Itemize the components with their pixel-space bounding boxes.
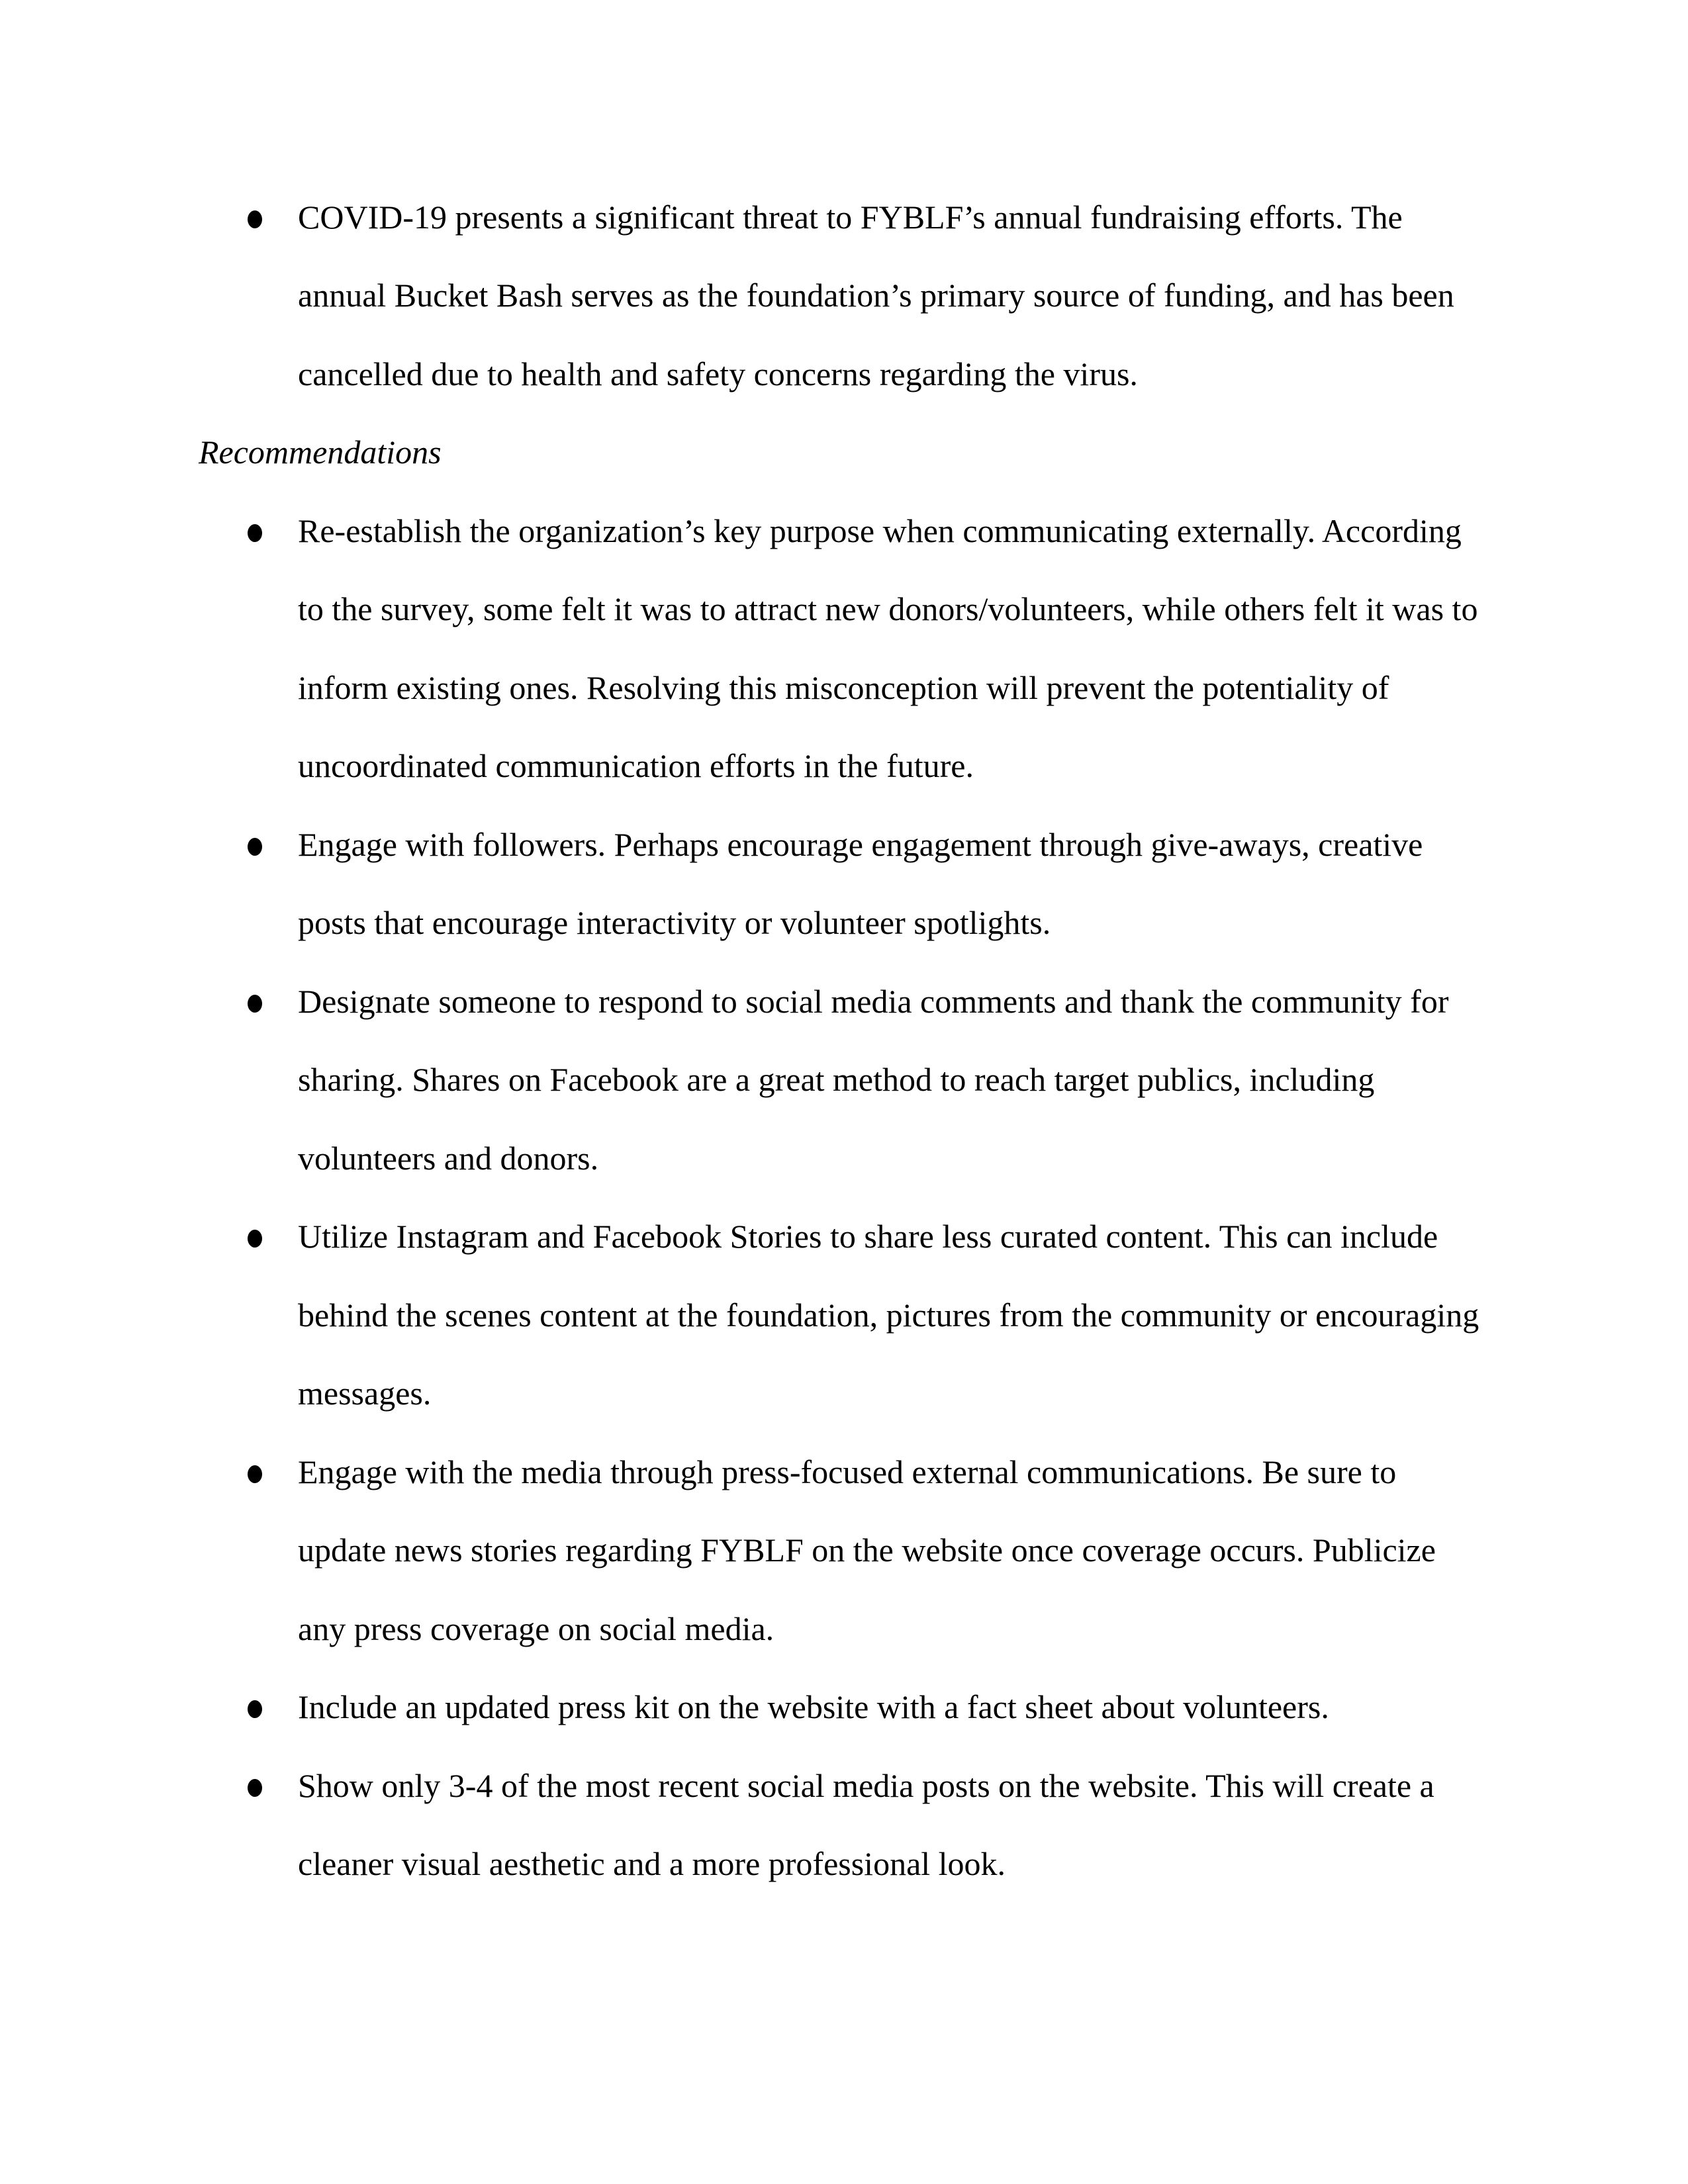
text-line: Engage with followers. Perhaps encourage engagement through give-aways, creative — [298, 826, 1423, 863]
text-line: update news stories regarding FYBLF on the website once coverage occurs. Publicize — [298, 1531, 1436, 1569]
text-line: volunteers and donors. — [298, 1140, 599, 1177]
text-line: behind the scenes content at the foundation, pictures from the community or encouraging — [298, 1297, 1479, 1334]
text-line: Include an updated press kit on the website with a fact sheet about volunteers. — [298, 1688, 1329, 1725]
text-line: Engage with the media through press-focused external communications. Be sure to — [298, 1453, 1397, 1490]
bullet-icon — [248, 210, 262, 228]
text-line: annual Bucket Bash serves as the foundation’s primary source of funding, and has been — [298, 277, 1454, 314]
text-line: cleaner visual aesthetic and a more professional look. — [298, 1845, 1006, 1882]
text-line: sharing. Shares on Facebook are a great method to reach target publics, including — [298, 1061, 1375, 1098]
text-line: posts that encourage interactivity or volunteer spotlights. — [298, 904, 1051, 941]
section-heading: Recommendations — [199, 433, 442, 471]
bullet-icon — [248, 838, 262, 856]
text-line: Designate someone to respond to social media comments and thank the community for — [298, 983, 1449, 1020]
bullet-icon — [248, 1465, 262, 1483]
text-line: Utilize Instagram and Facebook Stories to share less curated content. This can include — [298, 1218, 1438, 1255]
text-line: uncoordinated communication efforts in the future. — [298, 747, 974, 784]
text-line: COVID-19 presents a significant threat to FYBLF’s annual fundraising efforts. The — [298, 199, 1403, 236]
bullet-icon — [248, 1779, 262, 1797]
text-line: cancelled due to health and safety concerns regarding the virus. — [298, 355, 1138, 392]
text-line: to the survey, some felt it was to attract new donors/volunteers, while others felt it was to — [298, 590, 1478, 627]
text-line: any press coverage on social media. — [298, 1610, 774, 1647]
text-line: inform existing ones. Resolving this misconception will prevent the potentiality of — [298, 669, 1389, 706]
text-line: Re-establish the organization’s key purpose when communicating externally. According — [298, 512, 1462, 549]
bullet-icon — [248, 1230, 262, 1248]
text-line: Show only 3-4 of the most recent social media posts on the website. This will create a — [298, 1767, 1434, 1804]
bullet-icon — [248, 1700, 262, 1718]
bullet-icon — [248, 995, 262, 1013]
text-line: messages. — [298, 1375, 432, 1412]
bullet-icon — [248, 524, 262, 542]
